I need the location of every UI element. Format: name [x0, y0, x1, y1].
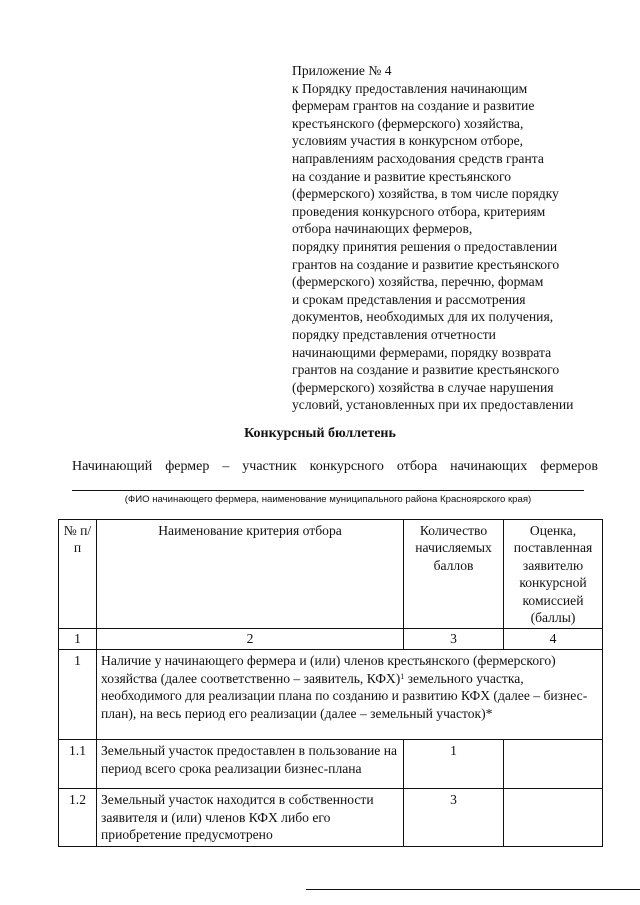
- fio-caption: (ФИО начинающего фермера, наименование муниципального района Красноярского края): [124, 494, 532, 505]
- table-row: [59, 650, 603, 740]
- header-criterion: Наименование критерия отбора: [97, 520, 404, 629]
- appendix-line: на создание и развитие крестьянского: [292, 168, 512, 184]
- appendix-line: порядку принятия решения о предоставлении: [292, 238, 558, 254]
- row-num: 1.1: [59, 740, 97, 789]
- appendix-line: к Порядку предоставления начинающим: [292, 80, 528, 96]
- appendix-line: (фермерского) хозяйства, перечню, формам: [292, 274, 544, 290]
- appendix-line: (фермерского) хозяйства, в том числе порядку: [292, 186, 559, 202]
- row-criterion: Земельный участок предоставлен в пользование на период всего срока реализации бизнес-плана: [97, 740, 404, 789]
- criteria-table: [58, 519, 603, 847]
- appendix-line: направлениям расходования средств гранта: [292, 150, 544, 166]
- row-text: земельного участка, необходимого для реализации плана по созданию и развитию КФХ (далее – бизнес-план), на весь период его реализации (далее – земельный участок)*: [101, 670, 588, 721]
- table-index-row: [59, 629, 603, 650]
- index-cell: 2: [97, 629, 404, 650]
- appendix-line: фермерам грантов на создание и развитие: [292, 98, 535, 114]
- index-cell: 1: [59, 629, 97, 650]
- appendix-line: проведения конкурсного отбора, критериям: [292, 203, 546, 219]
- row-score[interactable]: [504, 789, 603, 846]
- appendix-line: крестьянского (фермерского) хозяйства,: [292, 115, 524, 131]
- row-criterion: Земельный участок находится в собственности заявителя и (или) членов КФХ либо его приобретение предусмотрено: [97, 789, 404, 846]
- appendix-line: порядку представления отчетности: [292, 326, 496, 342]
- appendix-line: (фермерского) хозяйства в случае нарушения: [292, 379, 554, 395]
- row-num: 1.2: [59, 789, 97, 846]
- appendix-line: и срокам представления и рассмотрения: [292, 291, 526, 307]
- row-num: 1: [59, 650, 97, 740]
- appendix-line: условий, установленных при их предоставлении: [292, 397, 574, 413]
- appendix-line: Приложение № 4: [292, 63, 392, 78]
- appendix-line: грантов на создание и развитие крестьянского: [292, 256, 560, 272]
- index-cell: 4: [504, 629, 603, 650]
- header-points: Количество начисляемых баллов: [404, 520, 504, 629]
- table-header-row: [59, 520, 603, 629]
- participant-line: Начинающий фермер – участник конкурсного отбора начинающих фермеров: [72, 459, 598, 474]
- appendix-block: [292, 62, 622, 414]
- appendix-line: начинающими фермерами, порядку возврата: [292, 344, 552, 360]
- footnote-mark: 1: [400, 671, 405, 681]
- fio-underline: [72, 490, 584, 491]
- appendix-line: грантов на создание и развитие крестьянского: [292, 362, 560, 378]
- row-points: 1: [404, 740, 504, 789]
- row-text: Наличие у начинающего фермера и (или) членов крестьянского (фермерского) хозяйства (далее соответственно – заявитель, КФХ): [101, 653, 556, 686]
- table-row: [59, 740, 603, 789]
- header-score: Оценка, поставленная заявителю конкурсной комиссией (баллы): [504, 520, 603, 629]
- document-title: Конкурсный бюллетень: [244, 426, 396, 441]
- table-row: [59, 789, 603, 846]
- header-num: № п/п: [59, 520, 97, 629]
- row-score[interactable]: [504, 740, 603, 789]
- appendix-line: документов, необходимых для их получения,: [292, 309, 554, 325]
- appendix-line: отбора начинающих фермеров,: [292, 221, 473, 237]
- row-criterion: [97, 650, 603, 740]
- index-cell: 3: [404, 629, 504, 650]
- appendix-line: условиям участия в конкурсном отборе,: [292, 133, 524, 149]
- row-points: 3: [404, 789, 504, 846]
- page-bottom-rule: [306, 889, 640, 890]
